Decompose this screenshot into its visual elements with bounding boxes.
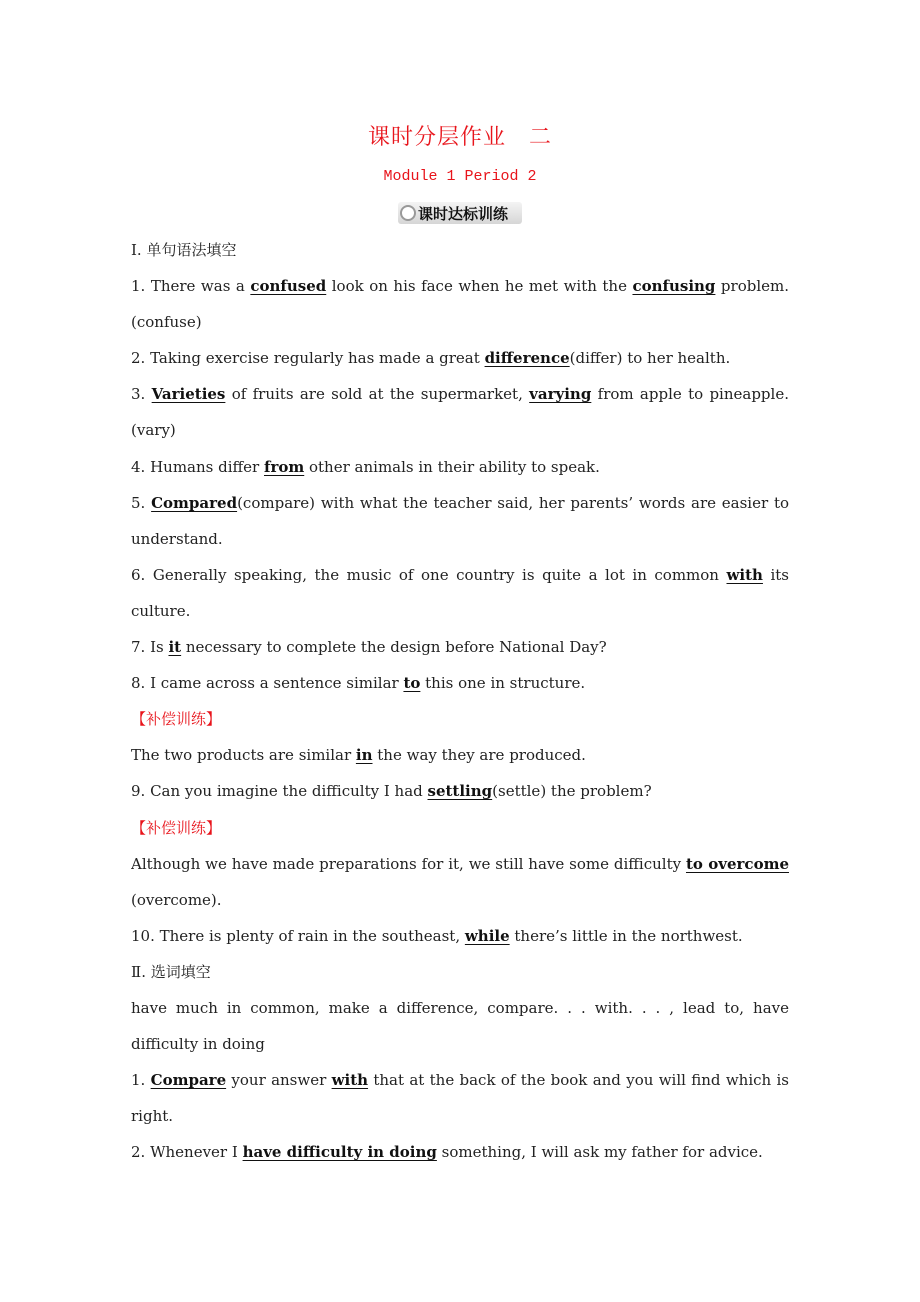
- line-text: 10. There is plenty of rain in the southeast,: [131, 926, 465, 945]
- answer-text: from: [264, 457, 305, 476]
- exercise-line: [131, 918, 789, 954]
- line-text: 4. Humans differ: [131, 457, 264, 476]
- line-text: 【补偿训练】: [131, 818, 222, 837]
- line-text: Ⅰ. 单句语法填空: [131, 241, 237, 259]
- line-text: The two products are similar: [131, 746, 356, 765]
- exercise-line: [131, 737, 789, 773]
- exercise-line: [131, 521, 789, 557]
- line-text: necessary to complete the design before National Day?: [181, 638, 607, 657]
- line-text: 2. Whenever I: [131, 1143, 243, 1162]
- page-subtitle: Module 1 Period 2: [383, 168, 537, 185]
- line-text: difficulty in doing: [131, 1035, 265, 1054]
- line-text: from apple to pineapple.: [591, 385, 789, 404]
- line-text: that at the back of the book and you will find which is: [368, 1071, 789, 1090]
- line-text: 6. Generally speaking, the music of one country is quite a lot in common: [131, 565, 727, 584]
- exercise-line: [131, 485, 789, 521]
- answer-text: difference: [484, 349, 570, 368]
- exercise-line: [131, 665, 789, 701]
- supplement-label: [131, 810, 789, 846]
- line-text: Although we have made preparations for it, we still have some difficulty: [131, 854, 686, 873]
- line-text: understand.: [131, 529, 223, 548]
- exercise-line: [131, 846, 789, 882]
- exercise-line: [131, 1134, 789, 1170]
- answer-text: while: [464, 926, 510, 945]
- exercise-line: [131, 1026, 789, 1062]
- answer-text: to overcome: [685, 854, 789, 873]
- exercise-line: [131, 304, 789, 340]
- line-text: something, I will ask my father for advice.: [436, 1143, 763, 1162]
- line-text: 【补偿训练】: [131, 710, 222, 729]
- exercise-line: [131, 557, 789, 593]
- line-text: (compare) with what the teacher said, her parents’ words are easier to: [237, 493, 789, 512]
- exercise-line: [131, 593, 789, 629]
- answer-text: settling: [427, 782, 493, 801]
- line-text: your answer: [226, 1071, 332, 1090]
- line-text: 1. There was a: [131, 277, 251, 296]
- line-text: 8. I came across a sentence similar: [131, 674, 404, 693]
- exercise-line: [131, 1062, 789, 1098]
- answer-text: Compare: [150, 1071, 227, 1090]
- line-text: Ⅱ. 选词填空: [131, 962, 211, 981]
- section-badge-label: 课时达标训练: [418, 204, 509, 223]
- exercise-line: [131, 376, 789, 412]
- exercise-line: [131, 882, 789, 918]
- exercise-line: [131, 773, 789, 809]
- line-text: its: [762, 565, 789, 584]
- line-text: right.: [131, 1107, 174, 1126]
- answer-text: confusing: [632, 277, 716, 296]
- answer-text: Compared: [151, 493, 238, 512]
- exercise-body: [131, 232, 789, 1170]
- section-heading: [131, 232, 789, 268]
- line-text: (vary): [131, 421, 176, 440]
- line-text: this one in structure.: [420, 674, 586, 693]
- answer-text: varying: [529, 385, 592, 404]
- line-text: look on his face when he met with the: [326, 277, 633, 296]
- answer-text: Varieties: [151, 385, 226, 404]
- exercise-line: [131, 268, 789, 304]
- line-text: problem.: [715, 277, 789, 296]
- answer-text: to: [403, 674, 421, 693]
- line-text: other animals in their ability to speak.: [304, 457, 600, 476]
- line-text: (settle) the problem?: [492, 782, 652, 801]
- line-text: the way they are produced.: [372, 746, 586, 765]
- line-text: there’s little in the northwest.: [509, 926, 743, 945]
- answer-text: in: [355, 746, 373, 765]
- answer-text: have difficulty in doing: [242, 1143, 437, 1162]
- section-badge: [398, 202, 522, 224]
- line-text: 9. Can you imagine the difficulty I had: [131, 782, 428, 801]
- exercise-line: [131, 340, 789, 376]
- exercise-line: [131, 990, 789, 1026]
- line-text: have much in common, make a difference, compare. . . with. . . , lead to, have: [131, 998, 789, 1017]
- section-heading: [131, 954, 789, 990]
- line-text: (confuse): [131, 313, 202, 332]
- line-text: of fruits are sold at the supermarket,: [225, 385, 530, 404]
- answer-text: it: [168, 638, 182, 657]
- exercise-line: [131, 412, 789, 448]
- answer-text: confused: [250, 277, 327, 296]
- supplement-label: [131, 701, 789, 737]
- exercise-line: [131, 449, 789, 485]
- line-text: (differ) to her health.: [569, 349, 731, 368]
- answer-text: with: [726, 565, 763, 584]
- line-text: 2. Taking exercise regularly has made a great: [131, 349, 485, 368]
- line-text: 5.: [131, 493, 152, 512]
- page-title: 课时分层作业 二: [367, 125, 552, 150]
- line-text: (overcome).: [131, 890, 222, 909]
- exercise-line: [131, 629, 789, 665]
- exercise-line: [131, 1098, 789, 1134]
- line-text: 7. Is: [131, 638, 169, 657]
- magnifier-icon: [400, 205, 416, 221]
- line-text: 1.: [131, 1071, 151, 1090]
- line-text: culture.: [131, 601, 191, 620]
- answer-text: with: [331, 1071, 369, 1090]
- line-text: 3.: [131, 385, 152, 404]
